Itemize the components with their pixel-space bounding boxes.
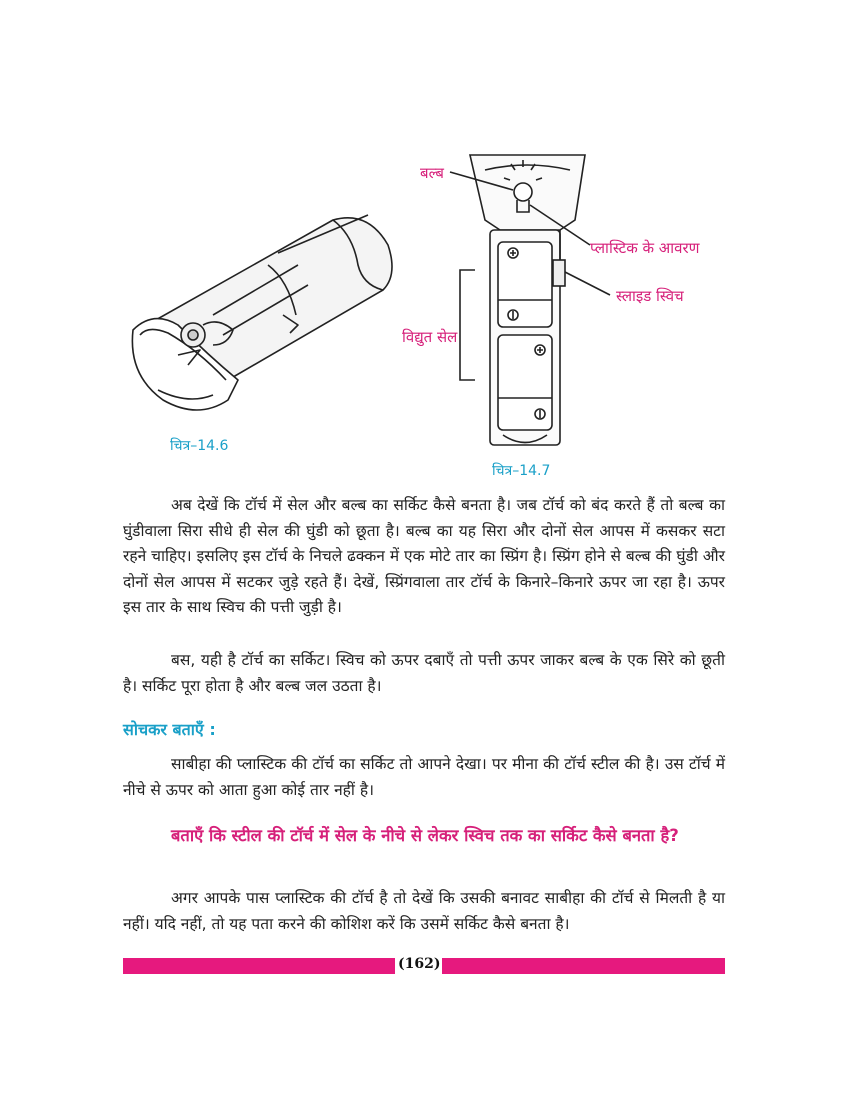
paragraph-circuit-summary: बस, यही है टॉर्च का सर्किट। स्विच को ऊपर दबाएँ तो पत्ती ऊपर जाकर बल्ब के एक सिरे को छूती है। सर्किट पूरा होता है और बल्ब जल उठता है।: [123, 651, 725, 695]
torch-illustration-open: [118, 205, 408, 430]
figure-caption-14-6: चित्र–14.6: [170, 438, 229, 454]
figure-caption-14-7: चित्र–14.7: [492, 463, 551, 479]
footer-bar-left: [123, 958, 395, 974]
label-plastic-cover: प्लास्टिक के आवरण: [590, 239, 700, 257]
paragraph-activity: अगर आपके पास प्लास्टिक की टॉर्च है तो देखें कि उसकी बनावट साबीहा की टॉर्च से मिलती है या नहीं। यदि नहीं, तो यह पता करने की कोशिश करें कि उसमें सर्किट कैसे बनता है।: [123, 889, 725, 933]
section-heading-think-and-tell: सोचकर बताएँ :: [123, 720, 216, 739]
label-slide-switch: स्लाइड स्विच: [616, 287, 684, 305]
torch-open-drawing: [118, 205, 408, 430]
label-electric-cell: विद्युत सेल: [402, 328, 458, 346]
footer-bar-right: [442, 958, 725, 974]
label-bulb: बल्ब: [420, 164, 444, 182]
question-steel-torch-circuit: बताएँ कि स्टील की टॉर्च में सेल के नीचे से लेकर स्विच तक का सर्किट कैसे बनता है?: [171, 826, 679, 845]
paragraph-steel-torch: साबीहा की प्लास्टिक की टॉर्च का सर्किट तो आपने देखा। पर मीना की टॉर्च स्टील की है। उस टॉर्च में नीचे से ऊपर को आता हुआ कोई तार नहीं है।: [123, 755, 725, 799]
torch-cutaway-drawing: [405, 150, 735, 460]
page-number: (162): [398, 956, 441, 972]
paragraph-torch-circuit: अब देखें कि टॉर्च में सेल और बल्ब का सर्किट कैसे बनता है। जब टॉर्च को बंद करते हैं तो बल्ब का घुंडीवाला सिरा सीधे ही सेल की घुंडी को छूता है। बल्ब का यह सिरा और दोनों सेल आपस में कसकर सटा रहने चाहिए। इसलिए इस टॉर्च के निचले ढक्कन में एक मोटे तार का स्प्रिंग है। स्प्रिंग होने से बल्ब की घुंडी और दोनों सेल आपस में सटकर जुड़े रहते हैं। देखें, स्प्रिंगवाला तार टॉर्च के किनारे–किनारे ऊपर जा रहा है। ऊपर इस तार के साथ स्विच की पत्ती जुड़ी है।: [123, 496, 725, 616]
torch-illustration-cutaway: [405, 150, 735, 460]
